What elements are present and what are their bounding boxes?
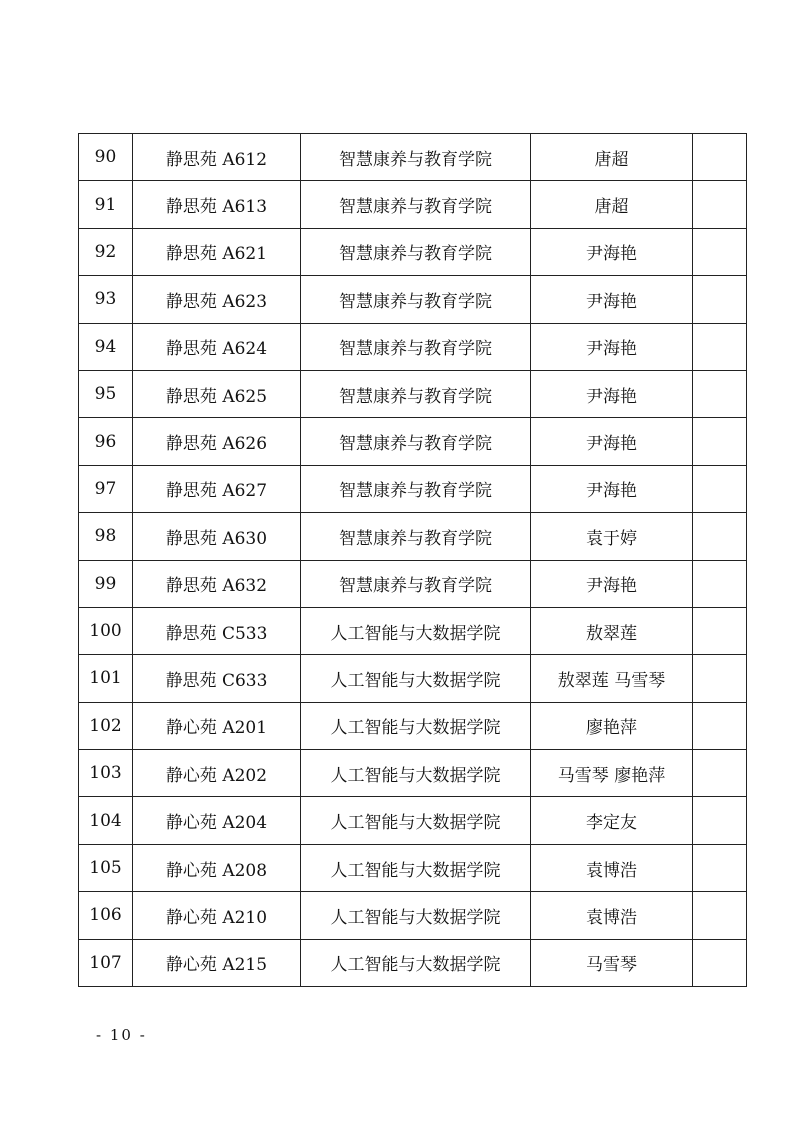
row-number-cell: 103 xyxy=(79,750,133,797)
row-number-cell: 102 xyxy=(79,702,133,749)
college-cell: 人工智能与大数据学院 xyxy=(301,797,531,844)
table-row xyxy=(79,370,747,417)
college-cell: 智慧康养与教育学院 xyxy=(301,560,531,607)
college-cell: 人工智能与大数据学院 xyxy=(301,844,531,891)
table-row xyxy=(79,228,747,275)
person-cell: 马雪琴 廖艳萍 xyxy=(531,750,693,797)
table-row xyxy=(79,939,747,986)
room-cell: 静思苑 C533 xyxy=(133,607,301,654)
person-cell: 敖翠莲 马雪琴 xyxy=(531,655,693,702)
table-row xyxy=(79,750,747,797)
extra-cell xyxy=(693,276,747,323)
person-cell: 唐超 xyxy=(531,134,693,181)
person-cell: 袁于婷 xyxy=(531,513,693,560)
room-cell: 静思苑 A612 xyxy=(133,134,301,181)
table-row xyxy=(79,323,747,370)
room-cell: 静思苑 A613 xyxy=(133,181,301,228)
room-cell: 静心苑 A201 xyxy=(133,702,301,749)
college-cell: 智慧康养与教育学院 xyxy=(301,323,531,370)
college-cell: 智慧康养与教育学院 xyxy=(301,418,531,465)
extra-cell xyxy=(693,465,747,512)
extra-cell xyxy=(693,228,747,275)
table-row xyxy=(79,465,747,512)
person-cell: 袁博浩 xyxy=(531,892,693,939)
row-number-cell: 105 xyxy=(79,844,133,891)
page-number: - 10 - xyxy=(96,1026,147,1044)
person-cell: 尹海艳 xyxy=(531,465,693,512)
table-row xyxy=(79,797,747,844)
row-number-cell: 96 xyxy=(79,418,133,465)
college-cell: 人工智能与大数据学院 xyxy=(301,607,531,654)
table-row xyxy=(79,181,747,228)
table-row xyxy=(79,513,747,560)
person-cell: 敖翠莲 xyxy=(531,607,693,654)
row-number-cell: 106 xyxy=(79,892,133,939)
row-number-cell: 90 xyxy=(79,134,133,181)
extra-cell xyxy=(693,892,747,939)
table-row xyxy=(79,560,747,607)
room-cell: 静思苑 A626 xyxy=(133,418,301,465)
extra-cell xyxy=(693,134,747,181)
row-number-cell: 107 xyxy=(79,939,133,986)
table-body xyxy=(79,134,747,987)
table-row xyxy=(79,844,747,891)
room-cell: 静心苑 A208 xyxy=(133,844,301,891)
table-row xyxy=(79,655,747,702)
row-number-cell: 95 xyxy=(79,370,133,417)
college-cell: 智慧康养与教育学院 xyxy=(301,465,531,512)
room-cell: 静思苑 A630 xyxy=(133,513,301,560)
extra-cell xyxy=(693,844,747,891)
extra-cell xyxy=(693,702,747,749)
row-number-cell: 92 xyxy=(79,228,133,275)
college-cell: 人工智能与大数据学院 xyxy=(301,939,531,986)
dormitory-table xyxy=(78,133,747,987)
row-number-cell: 93 xyxy=(79,276,133,323)
room-cell: 静思苑 A623 xyxy=(133,276,301,323)
extra-cell xyxy=(693,370,747,417)
college-cell: 智慧康养与教育学院 xyxy=(301,181,531,228)
room-cell: 静思苑 A632 xyxy=(133,560,301,607)
person-cell: 袁博浩 xyxy=(531,844,693,891)
row-number-cell: 99 xyxy=(79,560,133,607)
college-cell: 智慧康养与教育学院 xyxy=(301,513,531,560)
extra-cell xyxy=(693,181,747,228)
table-row xyxy=(79,276,747,323)
extra-cell xyxy=(693,607,747,654)
row-number-cell: 98 xyxy=(79,513,133,560)
extra-cell xyxy=(693,418,747,465)
room-cell: 静思苑 A627 xyxy=(133,465,301,512)
extra-cell xyxy=(693,797,747,844)
extra-cell xyxy=(693,655,747,702)
row-number-cell: 94 xyxy=(79,323,133,370)
college-cell: 智慧康养与教育学院 xyxy=(301,370,531,417)
person-cell: 尹海艳 xyxy=(531,560,693,607)
row-number-cell: 101 xyxy=(79,655,133,702)
college-cell: 智慧康养与教育学院 xyxy=(301,276,531,323)
row-number-cell: 97 xyxy=(79,465,133,512)
row-number-cell: 104 xyxy=(79,797,133,844)
room-cell: 静心苑 A215 xyxy=(133,939,301,986)
room-cell: 静心苑 A202 xyxy=(133,750,301,797)
person-cell: 廖艳萍 xyxy=(531,702,693,749)
extra-cell xyxy=(693,560,747,607)
person-cell: 李定友 xyxy=(531,797,693,844)
extra-cell xyxy=(693,939,747,986)
extra-cell xyxy=(693,513,747,560)
college-cell: 人工智能与大数据学院 xyxy=(301,655,531,702)
college-cell: 人工智能与大数据学院 xyxy=(301,892,531,939)
college-cell: 智慧康养与教育学院 xyxy=(301,228,531,275)
room-cell: 静思苑 C633 xyxy=(133,655,301,702)
row-number-cell: 100 xyxy=(79,607,133,654)
person-cell: 尹海艳 xyxy=(531,276,693,323)
room-cell: 静思苑 A625 xyxy=(133,370,301,417)
table-row xyxy=(79,134,747,181)
person-cell: 尹海艳 xyxy=(531,323,693,370)
room-cell: 静心苑 A204 xyxy=(133,797,301,844)
extra-cell xyxy=(693,323,747,370)
person-cell: 唐超 xyxy=(531,181,693,228)
room-cell: 静思苑 A624 xyxy=(133,323,301,370)
person-cell: 尹海艳 xyxy=(531,370,693,417)
table-row xyxy=(79,892,747,939)
table-row xyxy=(79,607,747,654)
extra-cell xyxy=(693,750,747,797)
person-cell: 尹海艳 xyxy=(531,228,693,275)
college-cell: 人工智能与大数据学院 xyxy=(301,702,531,749)
row-number-cell: 91 xyxy=(79,181,133,228)
table-row xyxy=(79,418,747,465)
college-cell: 智慧康养与教育学院 xyxy=(301,134,531,181)
person-cell: 尹海艳 xyxy=(531,418,693,465)
college-cell: 人工智能与大数据学院 xyxy=(301,750,531,797)
room-cell: 静心苑 A210 xyxy=(133,892,301,939)
room-cell: 静思苑 A621 xyxy=(133,228,301,275)
person-cell: 马雪琴 xyxy=(531,939,693,986)
table-row xyxy=(79,702,747,749)
